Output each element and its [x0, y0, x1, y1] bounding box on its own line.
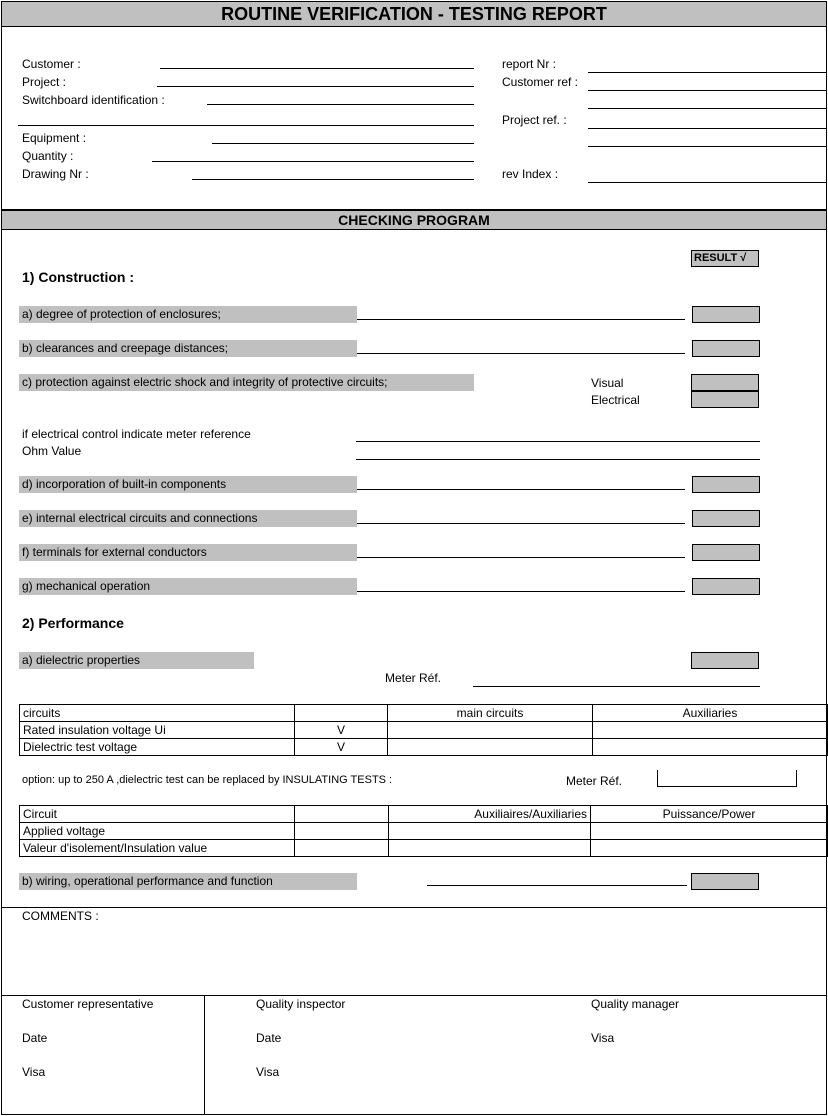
table-row [20, 722, 828, 739]
rev-index-label: rev Index : [502, 167, 559, 181]
ohm-value-field[interactable] [356, 459, 760, 460]
customer-field[interactable] [160, 68, 474, 69]
table-row [20, 823, 828, 840]
table-cell: Dielectric test voltage [20, 739, 295, 756]
table-header-cell [295, 806, 389, 823]
electrical-label: Electrical [591, 393, 640, 407]
result-header [691, 250, 759, 267]
checking-program-title: CHECKING PROGRAM [338, 212, 490, 228]
table-cell: Valeur d'isolement/Insulation value [20, 840, 295, 857]
dielectric-result[interactable] [691, 652, 759, 669]
quantity-label: Quantity : [22, 149, 74, 163]
switchboard-field[interactable] [207, 104, 474, 105]
table-cell[interactable] [593, 739, 828, 756]
table-header-cell: Puissance/Power [591, 806, 828, 823]
customer-ref-field[interactable] [588, 90, 826, 91]
construction-heading: 1) Construction : [22, 269, 134, 285]
wiring-result[interactable] [691, 873, 759, 890]
table-cell[interactable] [591, 840, 828, 857]
comments-frame[interactable] [1, 907, 827, 996]
inspector-visa[interactable]: Visa [256, 1065, 280, 1079]
item-f-line[interactable] [357, 557, 685, 558]
meter-ref2-field[interactable] [657, 770, 797, 787]
table-cell: V [295, 722, 388, 739]
report-nr-field[interactable] [588, 72, 826, 73]
item-g-label: g) mechanical operation [19, 578, 357, 595]
option-note: option: up to 250 A ,dielectric test can be replaced by INSULATING TESTS : [22, 774, 393, 786]
customer-ref-label: Customer ref : [502, 75, 579, 89]
table-header-cell [295, 705, 388, 722]
item-d-label: d) incorporation of built-in components [19, 476, 357, 493]
item-f-result[interactable] [692, 544, 760, 561]
meter-reference-field[interactable] [356, 441, 760, 442]
meter-note: if electrical control indicate meter reference [22, 427, 251, 441]
table-row [20, 806, 828, 823]
item-d-result[interactable] [692, 476, 760, 493]
insulation-table [19, 805, 828, 857]
customer-rep-title: Customer representative [22, 997, 154, 1011]
table-cell[interactable] [591, 823, 828, 840]
quantity-field[interactable] [152, 161, 474, 162]
project-ref-field[interactable] [588, 128, 826, 129]
switchboard-field-2[interactable] [18, 125, 474, 126]
table-cell: Rated insulation voltage Ui [20, 722, 295, 739]
customer-ref-field-2[interactable] [588, 108, 826, 109]
ohm-value-label: Ohm Value [22, 444, 82, 458]
item-c-label: c) protection against electric shock and integrity of protective circuits; [19, 374, 474, 391]
inspector-date[interactable]: Date [256, 1031, 282, 1045]
drawing-nr-label: Drawing Nr : [22, 167, 89, 181]
visual-result[interactable] [691, 374, 759, 391]
item-e-label: e) internal electrical circuits and connections [19, 510, 357, 527]
table-row [20, 739, 828, 756]
item-a-result[interactable] [692, 306, 760, 323]
drawing-nr-field[interactable] [192, 179, 474, 180]
table-header-cell: circuits [20, 705, 295, 722]
table-cell[interactable] [295, 840, 389, 857]
table-cell: V [295, 739, 388, 756]
item-b-result[interactable] [692, 340, 760, 357]
customer-rep-date[interactable]: Date [22, 1031, 48, 1045]
table-cell[interactable] [389, 840, 591, 857]
project-ref-label: Project ref. : [502, 113, 567, 127]
table-header-cell: Auxiliaires/Auxiliaries [389, 806, 591, 823]
signature-divider [204, 995, 205, 1115]
visual-label: Visual [591, 376, 624, 390]
table-cell[interactable] [593, 722, 828, 739]
customer-rep-visa[interactable]: Visa [22, 1065, 46, 1079]
table-cell[interactable] [388, 722, 593, 739]
inspector-title: Quality inspector [256, 997, 346, 1011]
table-row [20, 705, 828, 722]
report-title: ROUTINE VERIFICATION - TESTING REPORT [221, 4, 607, 24]
item-a-line[interactable] [357, 319, 685, 320]
table-cell[interactable] [295, 823, 389, 840]
item-b-line[interactable] [357, 353, 685, 354]
equipment-field[interactable] [212, 143, 474, 144]
item-e-line[interactable] [357, 523, 685, 524]
rev-index-field[interactable] [588, 182, 826, 183]
electrical-result[interactable] [691, 391, 759, 408]
item-g-result[interactable] [692, 578, 760, 595]
table-header-cell: Auxiliaries [593, 705, 828, 722]
meter-ref-label: Meter Réf. [385, 671, 442, 685]
manager-title: Quality manager [591, 997, 680, 1011]
performance-heading: 2) Performance [22, 615, 124, 631]
wiring-line[interactable] [427, 885, 687, 886]
table-row [20, 840, 828, 857]
dielectric-label: a) dielectric properties [19, 652, 254, 669]
report-nr-label: report Nr : [502, 57, 557, 71]
signatures-frame [1, 995, 827, 1115]
project-label: Project : [22, 75, 67, 89]
table-header-cell: Circuit [20, 806, 295, 823]
meter-ref2-label: Meter Réf. [566, 774, 623, 788]
table-cell: Applied voltage [20, 823, 295, 840]
checking-program-band [1, 210, 827, 230]
item-d-line[interactable] [357, 489, 685, 490]
wiring-label: b) wiring, operational performance and function [19, 873, 357, 890]
project-ref-field-2[interactable] [588, 146, 826, 147]
item-f-label: f) terminals for external conductors [19, 544, 357, 561]
comments-label: COMMENTS : [22, 909, 99, 923]
switchboard-label: Switchboard identification : [22, 93, 165, 107]
equipment-label: Equipment : [22, 131, 87, 145]
meter-ref-field[interactable] [473, 686, 760, 687]
table-cell[interactable] [388, 739, 593, 756]
result-label: RESULT √ [694, 252, 747, 264]
dielectric-table [19, 704, 828, 756]
item-g-line[interactable] [357, 591, 685, 592]
table-header-cell: main circuits [388, 705, 593, 722]
table-cell[interactable] [389, 823, 591, 840]
item-e-result[interactable] [692, 510, 760, 527]
item-b-label: b) clearances and creepage distances; [19, 340, 357, 357]
customer-label: Customer : [22, 57, 81, 71]
item-a-label: a) degree of protection of enclosures; [19, 306, 357, 323]
report-title-band [1, 1, 827, 27]
project-field[interactable] [157, 86, 474, 87]
manager-visa[interactable]: Visa [591, 1031, 615, 1045]
